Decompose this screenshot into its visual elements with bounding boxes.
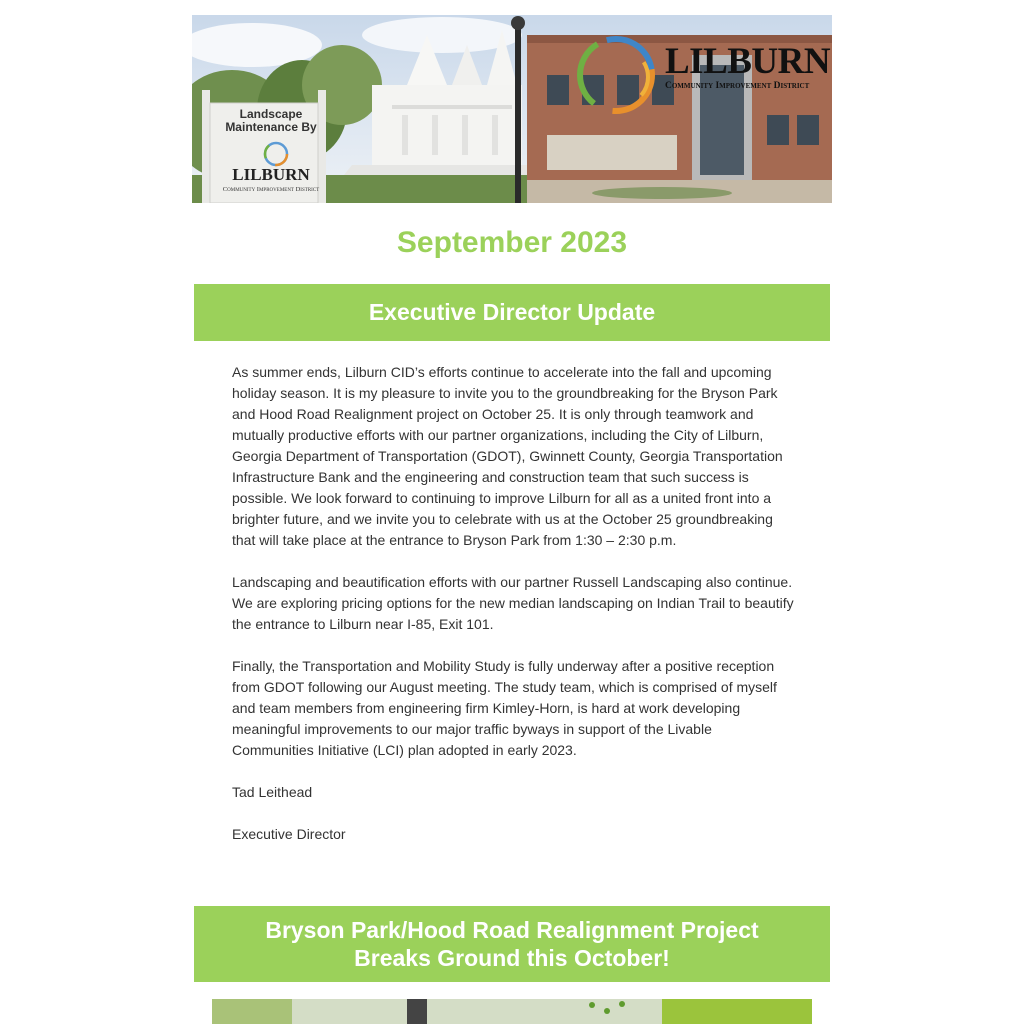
logo-name: LILBURN (665, 41, 831, 82)
groundbreaking-image (212, 999, 812, 1024)
sign-subtitle: Community Improvement District (222, 186, 320, 193)
executive-director-update-body (232, 362, 794, 866)
sign-text: Landscape Maintenance By (225, 107, 317, 134)
section-heading-line: Breaks Ground this October! (354, 945, 670, 971)
lilburn-cid-logo (572, 30, 831, 120)
logo-subtitle: Community Improvement District (665, 81, 810, 91)
section-heading-bryson-park (194, 906, 830, 982)
signature-title: Executive Director (232, 826, 346, 842)
section-heading-line: Bryson Park/Hood Road Realignment Project (265, 917, 759, 943)
section-heading-executive-director: Executive Director Update (194, 284, 830, 341)
logo-rings-icon (572, 30, 662, 120)
newsletter-month-title: September 2023 (396, 226, 628, 259)
signature-name: Tad Leithead (232, 784, 313, 800)
paragraph: As summer ends, Lilburn CID’s efforts continue to accelerate into the fall and upcoming holiday season. It is my pleasure to invite you to the groundbreaking for the Bryson Park and Hood Road Realignment project on October 25. It is only through teamwork and mutually productive efforts with our partner organizations, including the City of Lilburn, Georgia Department of Transportation (GDOT), Gwinnett County, Georgia Transportation Infrastructure Bank and the engineering and construction team that such success is possible. We look forward to continuing to improve Lilburn for all as a united front into a brighter future, and we invite you to celebrate with us at the October 25 groundbreaking that will take place at the entrance to Bryson Park from 1:30 – 2:30 p.m. (232, 364, 783, 548)
sign-brand: LILBURN (232, 165, 310, 184)
paragraph: Finally, the Transportation and Mobility Study is fully underway after a positive reception from GDOT following our August meeting. The study team, which is comprised of myself and team members from engineering firm Kimley-Horn, is hard at work developing meaningful improvements to our major traffic byways in support of the Livable Communities Initiative (LCI) plan adopted in early 2023. (232, 658, 777, 758)
paragraph: Landscaping and beautification efforts with our partner Russell Landscaping also continue. We are exploring pricing options for the new median landscaping on Indian Trail to beautify the entrance to Lilburn near I-85, Exit 101. (232, 574, 794, 632)
